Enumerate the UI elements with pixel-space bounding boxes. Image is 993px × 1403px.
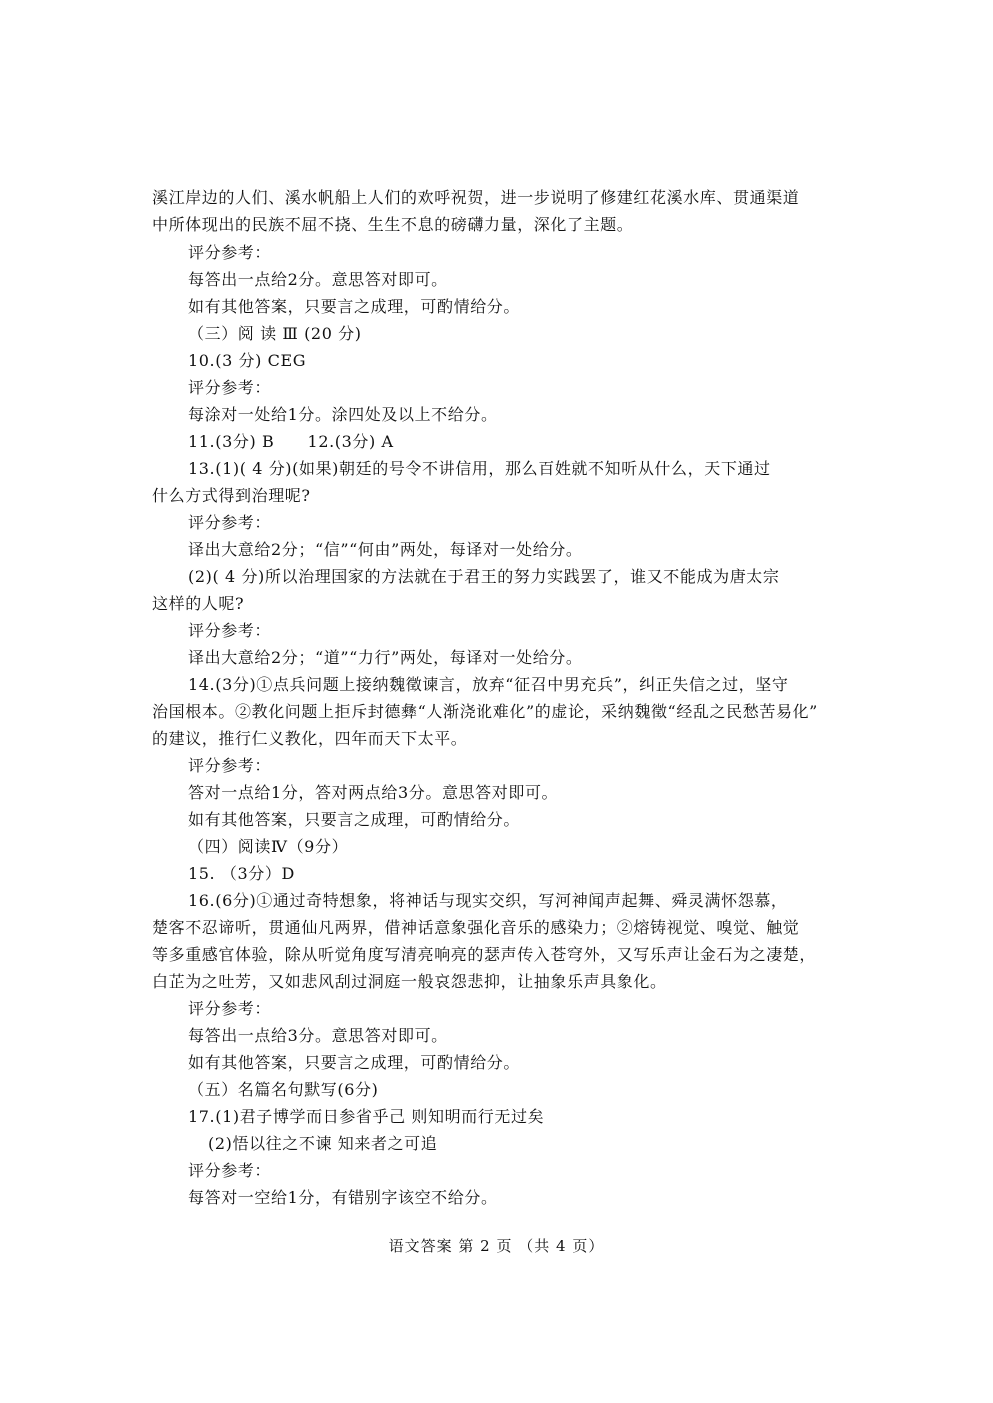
text-line: 溪江岸边的人们、溪水帆船上人们的欢呼祝贺，进一步说明了修建红花溪水库、贯通渠道 (152, 188, 800, 207)
section-heading: （五）名篇名句默写(6分) (188, 1080, 379, 1099)
text-line: 如有其他答案，只要言之成理，可酌情给分。 (188, 1053, 521, 1072)
text-line: 13.(1)( 4 分)(如果)朝廷的号令不讲信用，那么百姓就不知听从什么，天下通过 (188, 459, 771, 478)
text-line: 评分参考： (188, 621, 272, 640)
text-line: 中所体现出的民族不屈不挠、生生不息的磅礴力量，深化了主题。 (152, 215, 634, 234)
text-line: 11.(3分) B 12.(3分) A (188, 432, 394, 451)
text-line: 每答出一点给3分。意思答对即可。 (188, 1026, 448, 1045)
text-line: 如有其他答案，只要言之成理，可酌情给分。 (188, 810, 521, 829)
text-line: 评分参考： (188, 1161, 272, 1180)
text-line: 17.(1)君子博学而日参省乎己 则知明而行无过矣 (188, 1107, 545, 1126)
text-line: 14.(3分)①点兵问题上接纳魏徵谏言，放弃“征召中男充兵”，纠正失信之过，坚守 (188, 675, 789, 694)
text-line: 如有其他答案，只要言之成理，可酌情给分。 (188, 297, 521, 316)
text-line: 译出大意给2分；“道”“力行”两处，每译对一处给分。 (188, 648, 583, 667)
text-line: 治国根本。②教化问题上拒斥封德彝“人渐浇讹难化”的虚论，采纳魏徵“经乱之民愁苦易化” (152, 702, 818, 721)
text-line: 评分参考： (188, 378, 272, 397)
page-footer: 语文答案 第 2 页 （共 4 页） (388, 1237, 605, 1255)
text-line: 什么方式得到治理呢? (152, 486, 311, 505)
section-heading: （四）阅读Ⅳ（9分） (188, 837, 349, 856)
text-line: 评分参考： (188, 513, 272, 532)
section-heading: （三）阅 读 Ⅲ (20 分) (188, 324, 362, 343)
text-line: 评分参考： (188, 999, 272, 1018)
text-line: 译出大意给2分；“信”“何由”两处，每译对一处给分。 (188, 540, 583, 559)
text-line: 评分参考： (188, 243, 272, 262)
text-line: 15. （3分）D (188, 864, 295, 883)
text-line: 16.(6分)①通过奇特想象，将神话与现实交织，写河神闻声起舞、舜灵满怀怨慕， (188, 891, 788, 910)
text-line: 楚客不忍谛听，贯通仙凡两界，借神话意象强化音乐的感染力；②熔铸视觉、嗅觉、触觉 (152, 918, 800, 937)
text-line: (2)悟以往之不谏 知来者之可追 (208, 1134, 438, 1153)
text-line: (2)( 4 分)所以治理国家的方法就在于君王的努力实践罢了，谁又不能成为唐太宗 (188, 567, 780, 586)
text-line: 10.(3 分) CEG (188, 351, 307, 370)
text-line: 的建议，推行仁义教化，四年而天下太平。 (152, 729, 468, 748)
text-line: 这样的人呢? (152, 594, 245, 613)
text-line: 白芷为之吐芳，又如悲风刮过洞庭一般哀怨悲抑，让抽象乐声具象化。 (152, 972, 667, 991)
text-line: 每答出一点给2分。意思答对即可。 (188, 270, 448, 289)
text-line: 评分参考： (188, 756, 272, 775)
text-line: 每答对一空给1分，有错别字该空不给分。 (188, 1188, 498, 1207)
text-line: 等多重感官体验，除从听觉角度写清亮响亮的瑟声传入苍穹外，又写乐声让金石为之凄楚， (152, 945, 817, 964)
text-line: 每涂对一处给1分。涂四处及以上不给分。 (188, 405, 498, 424)
text-line: 答对一点给1分，答对两点给3分。意思答对即可。 (188, 783, 559, 802)
